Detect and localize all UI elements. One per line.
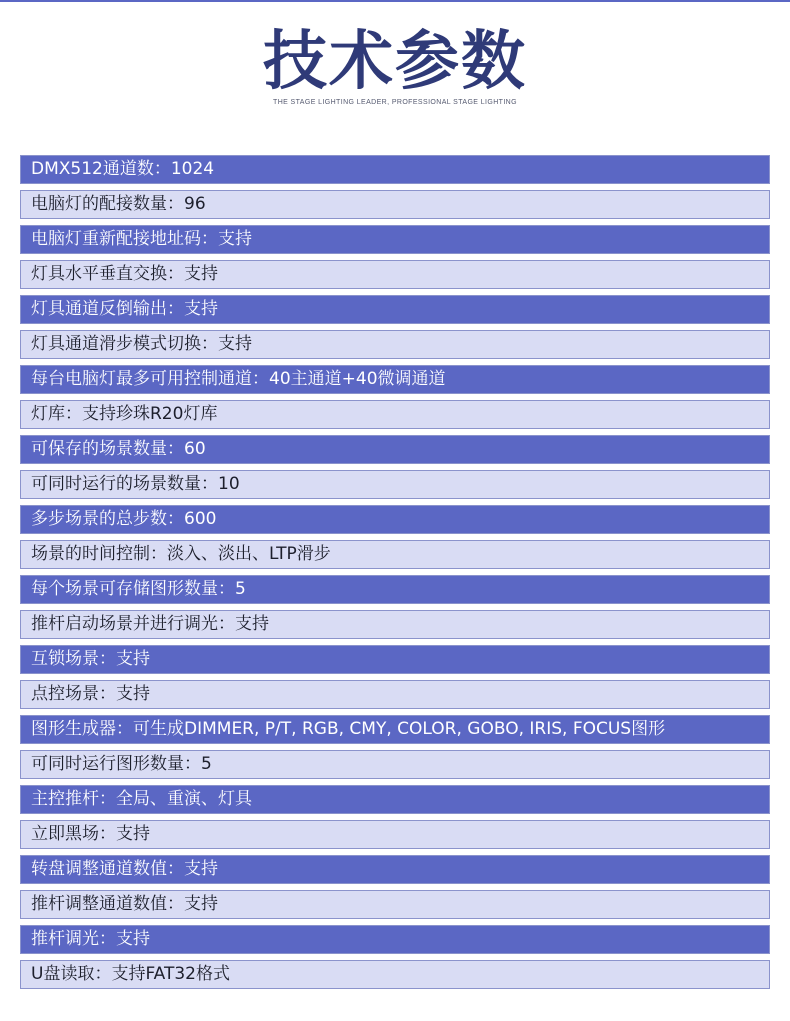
spec-row: 灯库：支持珍珠R20灯库 [20, 400, 770, 429]
spec-row: U盘读取：支持FAT32格式 [20, 960, 770, 989]
spec-row: 推杆调光：支持 [20, 925, 770, 954]
spec-row: 多步场景的总步数：600 [20, 505, 770, 534]
spec-row: 场景的时间控制：淡入、淡出、LTP滑步 [20, 540, 770, 569]
spec-row: 灯具水平垂直交换：支持 [20, 260, 770, 289]
spec-row: DMX512通道数：1024 [20, 155, 770, 184]
page-subtitle: THE STAGE LIGHTING LEADER, PROFESSIONAL STAGE LIGHTING [273, 99, 517, 106]
spec-row: 电脑灯重新配接地址码：支持 [20, 225, 770, 254]
page-title: 技术参数 [263, 25, 527, 99]
spec-row: 每台电脑灯最多可用控制通道：40主通道+40微调通道 [20, 365, 770, 394]
spec-row: 灯具通道反倒输出：支持 [20, 295, 770, 324]
spec-row: 推杆调整通道数值：支持 [20, 890, 770, 919]
spec-row: 推杆启动场景并进行调光：支持 [20, 610, 770, 639]
spec-row: 可保存的场景数量：60 [20, 435, 770, 464]
top-divider [0, 0, 790, 2]
spec-row: 转盘调整通道数值：支持 [20, 855, 770, 884]
spec-row: 每个场景可存储图形数量：5 [20, 575, 770, 604]
spec-row: 立即黑场：支持 [20, 820, 770, 849]
spec-row: 图形生成器：可生成DIMMER, P/T, RGB, CMY, COLOR, GOBO, IRIS, FOCUS图形 [20, 715, 770, 744]
spec-list [20, 155, 770, 995]
spec-row: 互锁场景：支持 [20, 645, 770, 674]
spec-row: 可同时运行的场景数量：10 [20, 470, 770, 499]
spec-row: 电脑灯的配接数量：96 [20, 190, 770, 219]
spec-row: 点控场景：支持 [20, 680, 770, 709]
spec-row: 主控推杆：全局、重演、灯具 [20, 785, 770, 814]
spec-row: 可同时运行图形数量：5 [20, 750, 770, 779]
spec-row: 灯具通道滑步模式切换：支持 [20, 330, 770, 359]
